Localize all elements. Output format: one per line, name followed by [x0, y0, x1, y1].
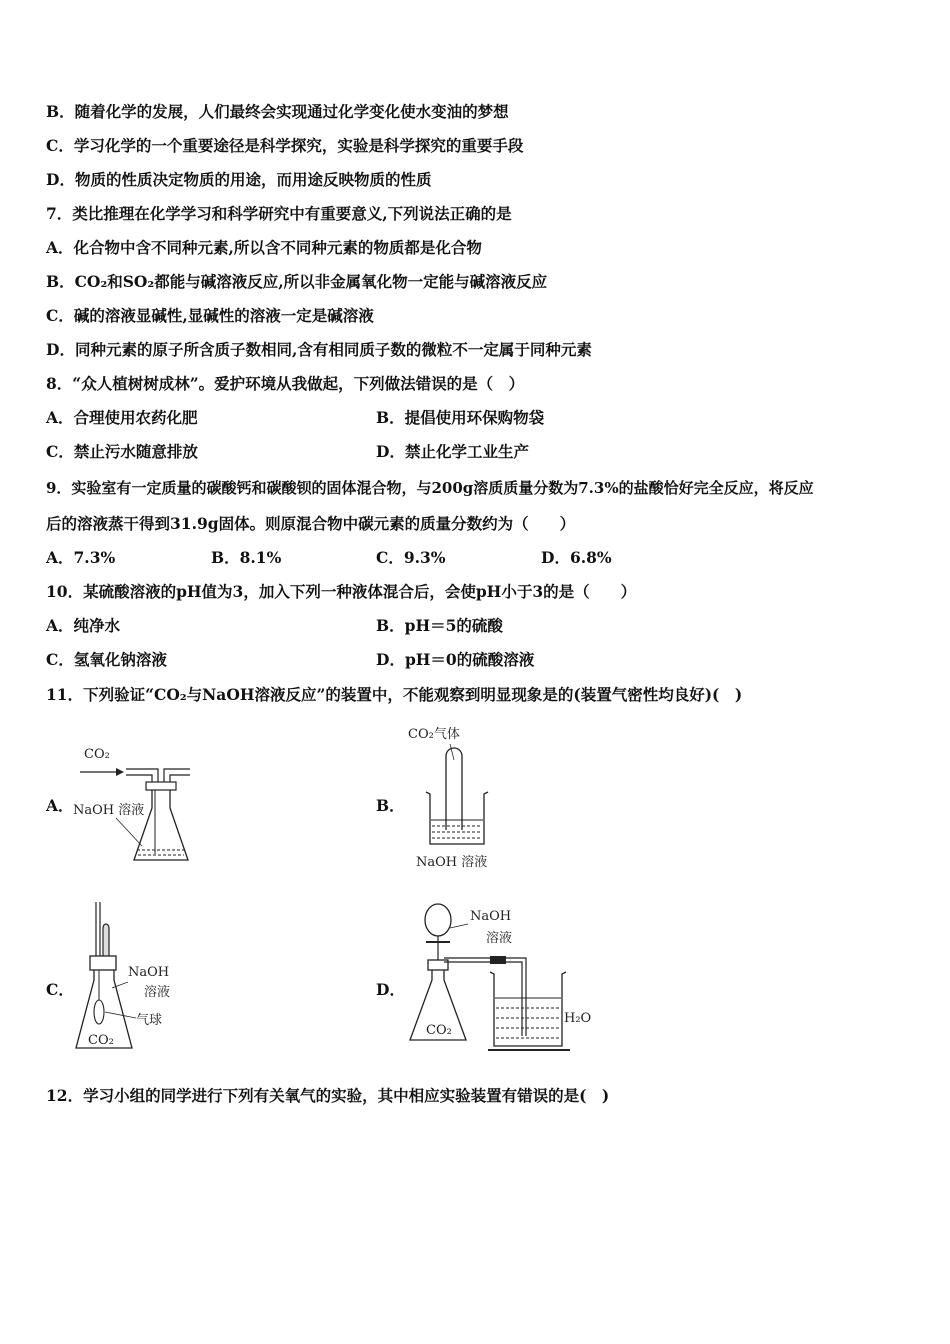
q8-option-a: A．合理使用农药化肥 — [46, 408, 198, 427]
q11-figure-b — [404, 722, 514, 874]
fig-a-pointer — [116, 818, 142, 846]
fig-a-gas-label: CO₂ — [84, 747, 110, 762]
fig-d-delivery-tube — [444, 958, 526, 1036]
fig-a-inlet-tube — [126, 769, 158, 782]
q9-option-b: B．8.1% — [211, 548, 282, 567]
fig-d-funnel-bulb — [425, 904, 451, 936]
q11-figure-c — [68, 900, 198, 1056]
fig-b-solution-label: NaOH 溶液 — [416, 855, 488, 870]
fig-d-reagent-label-1: NaOH — [470, 909, 512, 924]
q6-option-b: B．随着化学的发展，人们最终会实现通过化学变化使水变油的梦想 — [46, 102, 509, 121]
q8-option-b: B．提倡使用环保购物袋 — [376, 408, 545, 427]
fig-d-water-label: H₂O — [564, 1011, 592, 1026]
q9-option-c: C．9.3% — [376, 548, 446, 567]
q9-stem-line1: 9．实验室有一定质量的碳酸钙和碳酸钡的固体混合物，与200g溶质质量分数为7.3%的盐酸恰好完全反应，将反应 — [46, 479, 814, 497]
fig-b-beaker — [426, 792, 488, 844]
q11-label-b: B． — [376, 796, 405, 815]
fig-d-tube-clamp — [490, 956, 506, 964]
q7-option-b: B．CO₂和SO₂都能与碱溶液反应,所以非金属氧化物一定能与碱溶液反应 — [46, 272, 548, 291]
fig-c-stopper — [90, 956, 116, 970]
q11-label-c: C． — [46, 980, 74, 999]
fig-d-pointer — [450, 924, 468, 928]
q10-option-d: D．pH＝0的硫酸溶液 — [376, 650, 535, 669]
fig-b-gas-label: CO₂气体 — [408, 727, 460, 742]
fig-c-reagent-label-1: NaOH — [128, 965, 170, 980]
fig-c-dropper — [103, 924, 109, 956]
fig-a-outlet-tube — [164, 769, 190, 782]
fig-d-gas-label: CO₂ — [426, 1023, 452, 1038]
q12-stem: 12．学习小组的同学进行下列有关氧气的实验，其中相应实验装置有错误的是( ) — [46, 1086, 610, 1105]
fig-a-solution-label: NaOH 溶液 — [73, 803, 145, 818]
q7-option-c: C．碱的溶液显碱性,显碱性的溶液一定是碱溶液 — [46, 306, 374, 325]
q11-label-a: A． — [46, 796, 74, 815]
fig-d-beaker — [490, 972, 566, 1046]
q11-figure-a — [70, 738, 200, 870]
fig-c-balloon — [94, 1000, 104, 1024]
fig-a-stopper — [146, 782, 176, 790]
fig-c-pointer-2 — [105, 1012, 136, 1018]
q7-option-a: A．化合物中含不同种元素,所以含不同种元素的物质都是化合物 — [46, 238, 482, 257]
fig-b-test-tube — [446, 748, 462, 830]
q9-stem-line2: 后的溶液蒸干得到31.9g固体。则原混合物中碳元素的质量分数约为（ ） — [46, 514, 576, 533]
q10-option-b: B．pH＝5的硫酸 — [376, 616, 503, 635]
fig-c-balloon-label: 气球 — [136, 1013, 163, 1028]
q8-option-d: D．禁止化学工业生产 — [376, 442, 529, 461]
q11-figure-d — [404, 898, 604, 1058]
fig-c-reagent-label-2: 溶液 — [144, 985, 171, 1000]
fig-a-arrowhead-icon — [116, 768, 124, 776]
q8-stem: 8．“众人植树树成林”。爱护环境从我做起，下列做法错误的是（ ） — [46, 374, 525, 393]
q7-option-d: D．同种元素的原子所含质子数相同,含有相同质子数的微粒不一定属于同种元素 — [46, 340, 592, 359]
q8-option-c: C．禁止污水随意排放 — [46, 442, 198, 461]
q10-option-a: A．纯净水 — [46, 616, 121, 635]
q7-stem: 7．类比推理在化学学习和科学研究中有重要意义,下列说法正确的是 — [46, 204, 512, 223]
q10-stem: 10．某硫酸溶液的pH值为3，加入下列一种液体混合后，会使pH小于3的是（ ） — [46, 582, 637, 601]
q10-option-c: C．氢氧化钠溶液 — [46, 650, 167, 669]
fig-c-gas-label: CO₂ — [88, 1033, 114, 1048]
q11-stem: 11．下列验证“CO₂与NaOH溶液反应”的装置中，不能观察到明显现象是的(装置气密性均良好)( ) — [46, 685, 743, 704]
fig-b-pointer — [450, 744, 454, 760]
q9-option-d: D．6.8% — [541, 548, 612, 567]
q6-option-c: C．学习化学的一个重要途径是科学探究，实验是科学探究的重要手段 — [46, 136, 524, 155]
q9-option-a: A．7.3% — [46, 548, 116, 567]
fig-d-reagent-label-2: 溶液 — [486, 931, 513, 946]
q11-label-d: D． — [376, 980, 405, 999]
q6-option-d: D．物质的性质决定物质的用途，而用途反映物质的性质 — [46, 170, 432, 189]
